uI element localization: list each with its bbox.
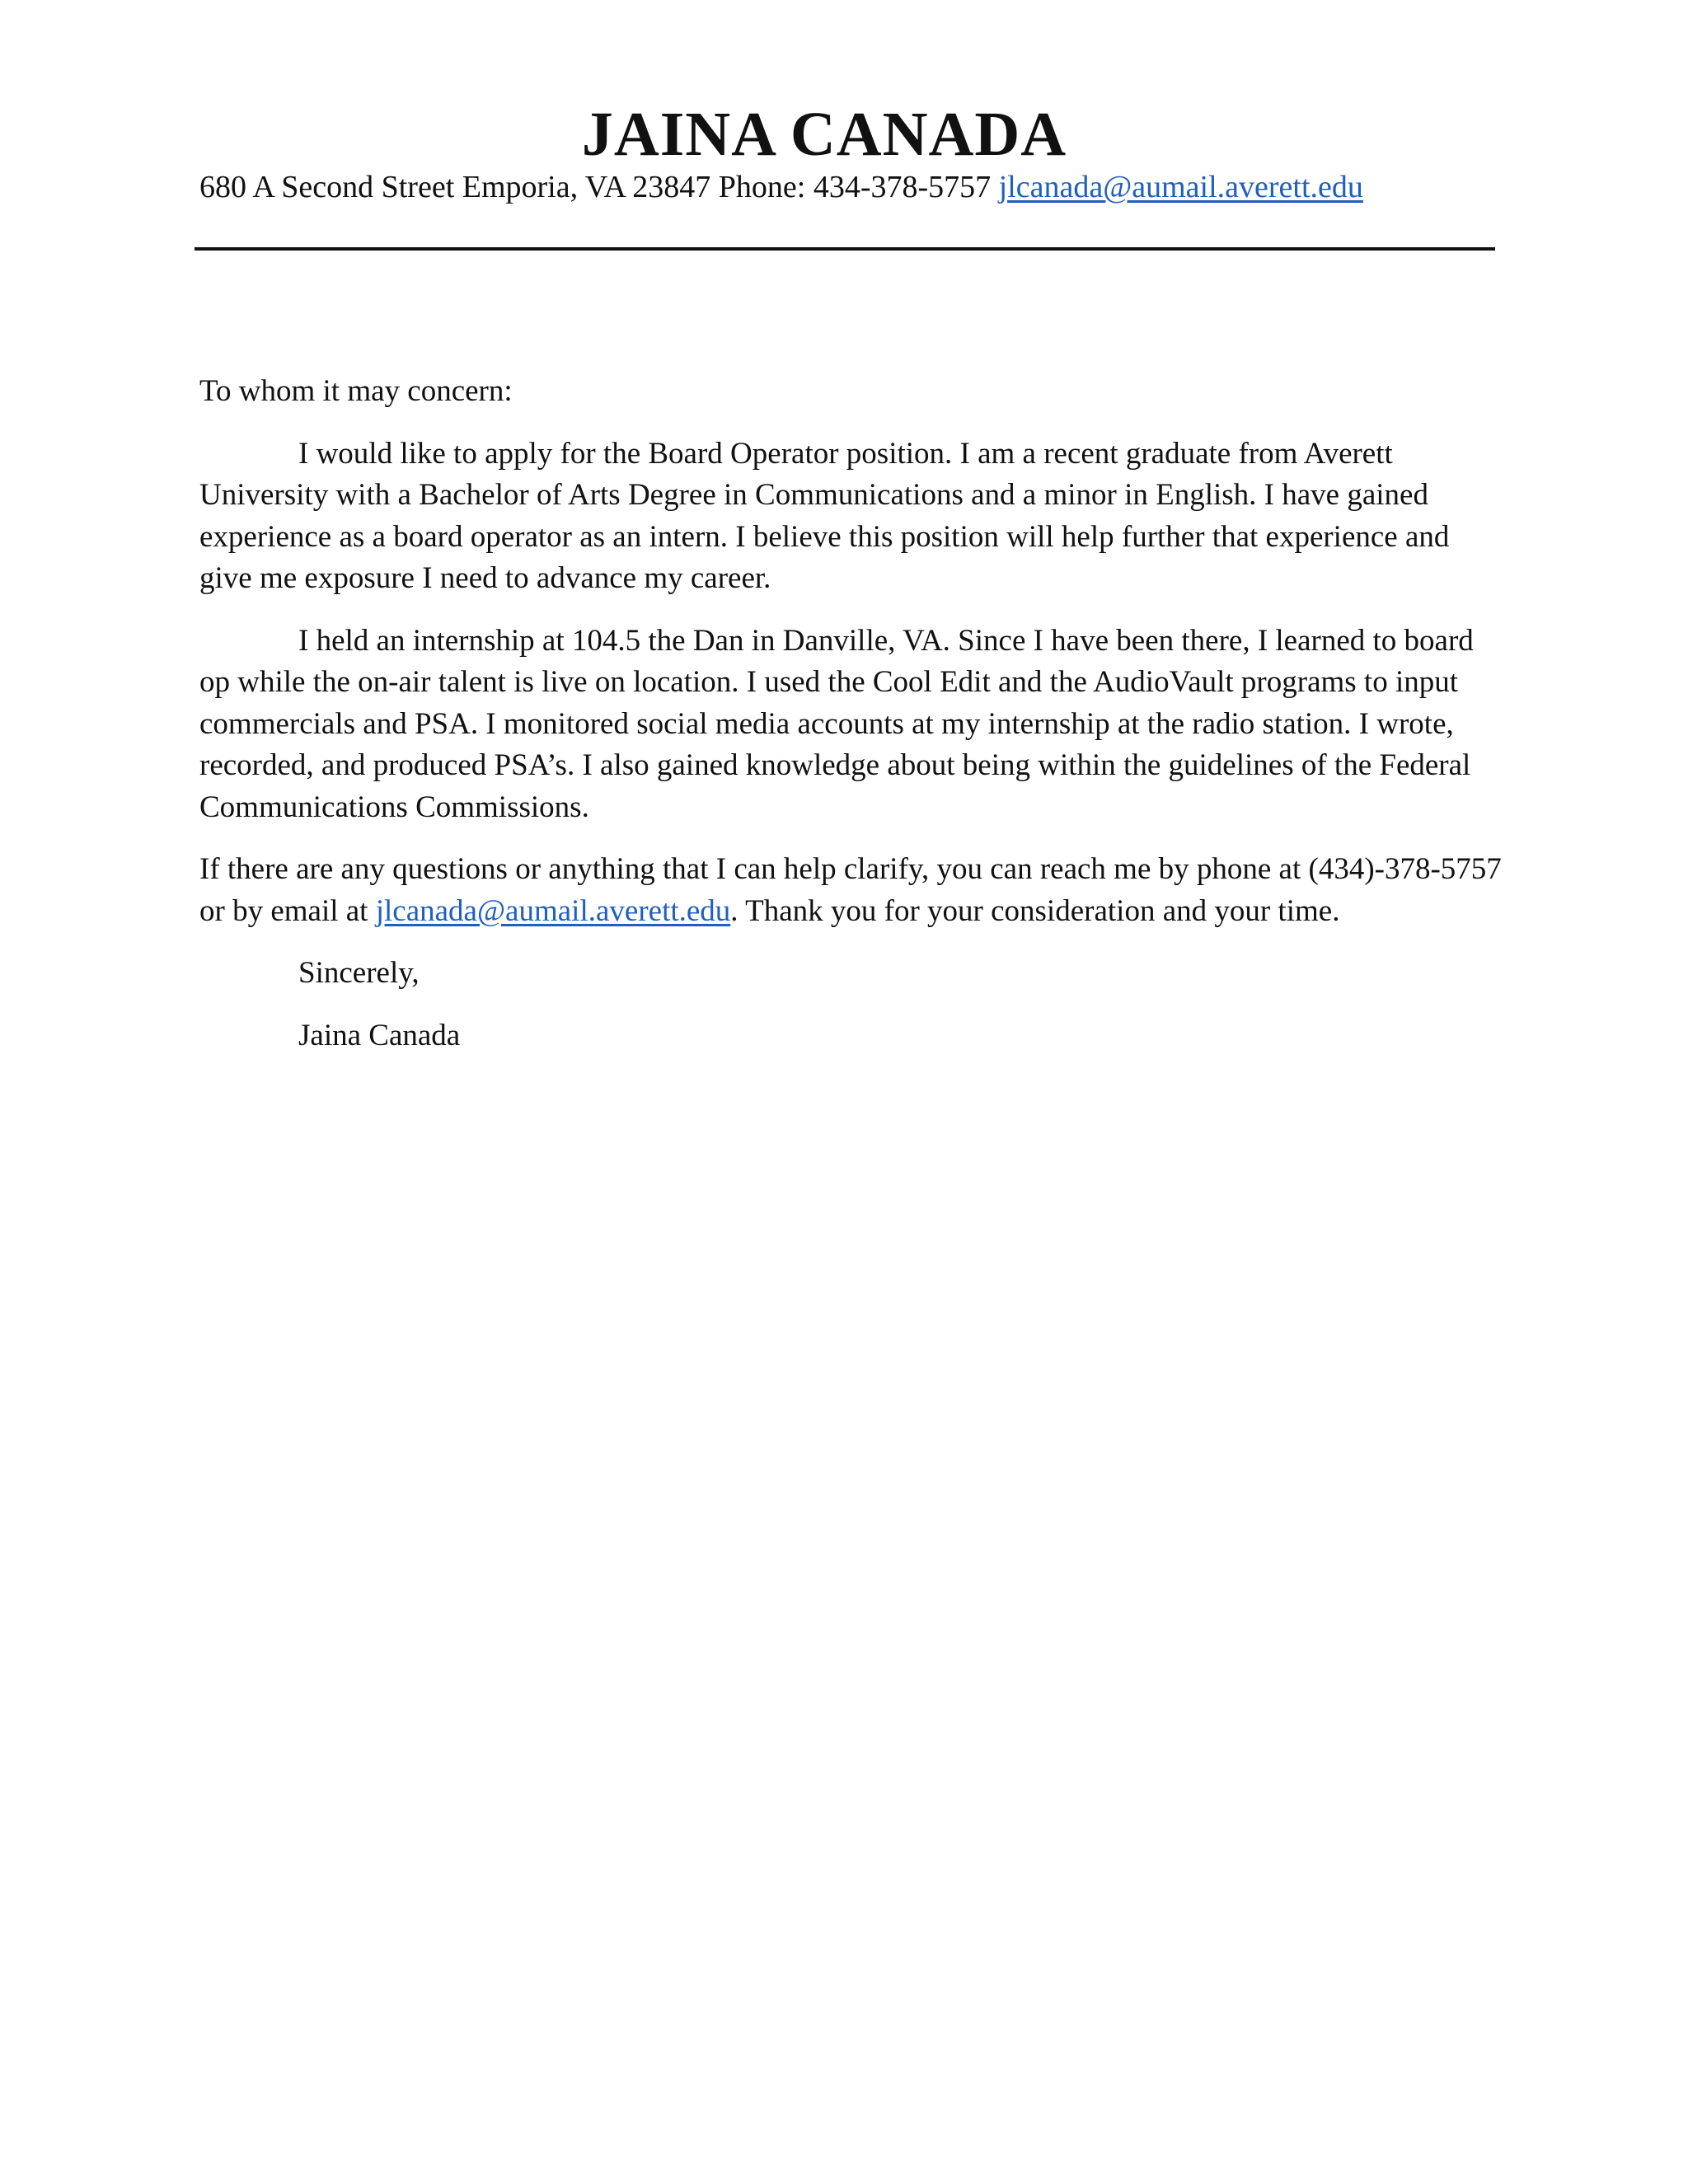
body-email-link[interactable]: jlcanada@aumail.averett.edu <box>375 893 731 928</box>
paragraph-internship: I held an internship at 104.5 the Dan in Danville, VA. Since I have been there, I learned to board op while the on-air talent is live on location. I used the Cool Edit and the AudioVault programs to input commercials and PSA. I monitored social media accounts at my internship at the radio station. I wrote, recorded, and produced PSA’s. I also gained knowledge about being within the guidelines of the Federal Communications Commissions. <box>199 623 1474 824</box>
paragraph-intro: I would like to apply for the Board Operator position. I am a recent graduate from Averett University with a Bachelor of Arts Degree in Communications and a minor in English. I have gained experience as a board operator as an intern. I believe this position will help further that experience and give me exposure I need to advance my career. <box>199 436 1450 595</box>
contact-line <box>199 166 1363 208</box>
signature-name: Jaina Canada <box>298 1018 461 1052</box>
salutation: To whom it may concern: <box>199 374 513 408</box>
address-phone-text: 680 A Second Street Emporia, VA 23847 Phone: 434-378-5757 <box>199 170 999 204</box>
letter-body <box>199 371 1502 1077</box>
header-divider <box>195 247 1495 251</box>
email-link[interactable]: jlcanada@aumail.averett.edu <box>998 170 1363 204</box>
paragraph-contact <box>199 849 1502 932</box>
paragraph-contact-text-end: . Thank you for your consideration and your time. <box>730 893 1340 928</box>
sender-name: JAINA CANADA <box>581 100 1067 169</box>
paragraph-contact-text-start: If there are any questions or anything that I can help clarify, you can reach me by phone at (434)-378-5757 or by email at <box>199 852 1502 928</box>
closing: Sincerely, <box>298 956 420 990</box>
